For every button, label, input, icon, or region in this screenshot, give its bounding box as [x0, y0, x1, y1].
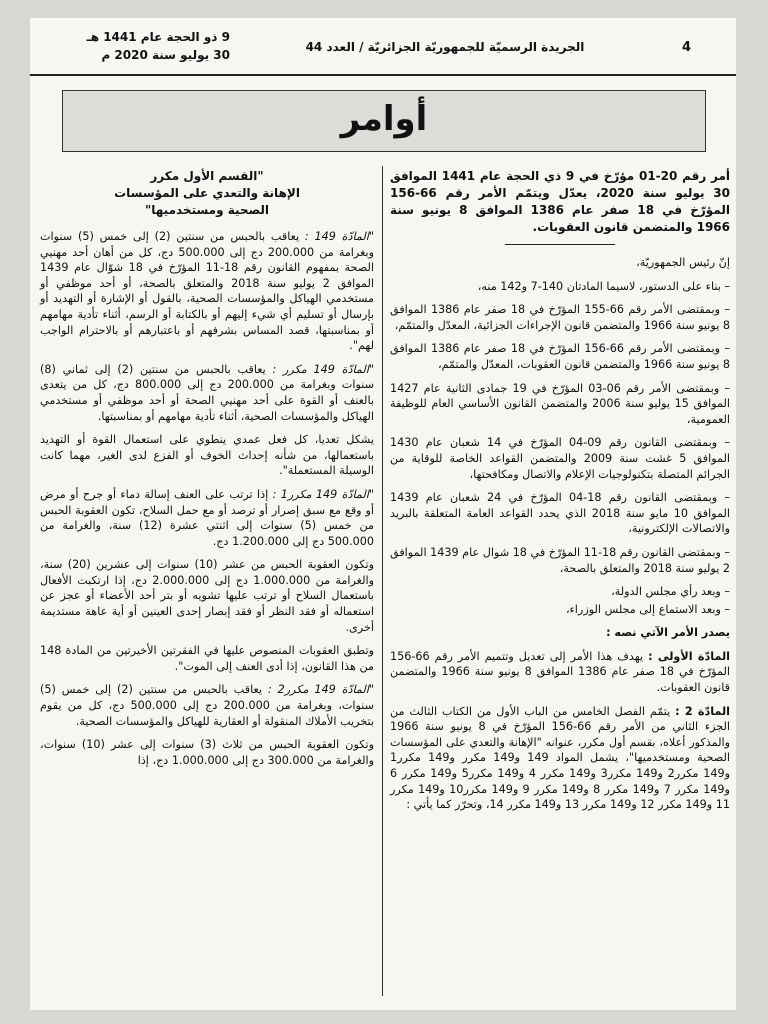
- date-hijri: 9 ذو الحجة عام 1441 هـ: [86, 30, 230, 44]
- order-title: أمر رقم 20-01 مؤرّخ في 9 ذي الحجة عام 1441 الموافق 30 يوليو سنة 2020، يعدّل ويتمّم الأمر رقم 66-156 المؤرّخ في 18 صفر عام 1386 الموافق 8 يونيو سنة 1966 والمتضمن قانون العقوبات.: [390, 169, 731, 234]
- visa-4: – وبمقتضى الأمر رقم 06-03 المؤرّخ في 19 جمادى الثانية عام 1427 الموافق 15 يوليو سنة 2006 والمتضمن القانون الأساسي العام للوظيفة العمومية،: [390, 381, 730, 426]
- visa-6: – وبمقتضى القانون رقم 18-04 المؤرّخ في 24 شعبان عام 1439 الموافق 10 مايو سنة 2018 الذي يحدد القواعد العامة المتعلقة بالبريد والاتصالات الإلكترونية،: [390, 491, 731, 536]
- journal-title: الجريدة الرسميّة للجمهوريّة الجزائريّة / العدد 44: [305, 40, 585, 54]
- visa-1: – بناء على الدستور، لاسيما المادتان 140-7 و142 منه،: [477, 279, 730, 293]
- promulgation-line: يصدر الأمر الآتي نصه :: [606, 626, 730, 640]
- article-149-bis-label: "المادّة 149 مكرر :: [272, 362, 374, 376]
- article-149-bis1-para2: وتكون العقوبة الحبس من عشر (10) سنوات إلى عشرين (20) سنة، والغرامة من 1.000.000 دج إلى 2.000.000 دج، إذا ارتكبت الأفعال باستعمال السلاح أو ترتب عليها تشويه أو بتر أحد الأعضاء أو عجز عن استعماله أو فقد النظر أو فقد إبصار إحدى العينين أو أية عاهة مستديمة أخرى.: [40, 558, 374, 634]
- title-rule: [505, 244, 615, 245]
- section-title: أوامر: [340, 99, 428, 139]
- issue-date: [40, 28, 230, 64]
- date-gregorian: 30 يوليو سنة 2020 م: [101, 48, 230, 62]
- article-149-bis1: [40, 487, 374, 549]
- visa-7: – وبمقتضى القانون رقم 18-11 المؤرّخ في 18 شوال عام 1439 الموافق 2 يوليو سنة 2018 والمتعلق بالصحة،: [390, 545, 730, 575]
- page-header: [30, 18, 736, 76]
- page-number: 4: [682, 40, 692, 55]
- article-149-bis2: [40, 682, 374, 729]
- article-149-bis2-label: "المادّة 149 مكرر2 :: [267, 683, 375, 697]
- article-2-text: يتمّم الفصل الخامس من الباب الأول من الكتاب الثالث من الجزء الثاني من الأمر رقم 66-156 المؤرّخ في 8 يونيو سنة 1966 والمذكور أعلاه، بقسم أول مكرر، عنوانه "الإهانة والتعدي على المؤسسات الصحية ومستخدميها"، يشمل المواد 149 و149 مكرر و149 مكرر1 و149 مكرر2 و149 مكرر3 و149 مكرر 4 و149 مكرر5 و149 مكرر 6 و149 مكرر 7 و149 مكرر 8 و149 مكرر 9 و149 مكرر10 و149 مكرر 11 و149 مكرر 12 و149 مكرر 13 و149 مكرر 14، وتحرّر كما يأتي :: [390, 704, 730, 812]
- article-149-bis2-text: يعاقب بالحبس من سنتين (2) إلى خمس (5) سنوات، وبغرامة من 200.000 دج إلى 500.000 دج، كل من يقوم بتخريب الأملاك المنقولة أو العقارية للهياكل والمؤسسات الصحية.: [40, 683, 375, 728]
- section-heading-line3: الصحية ومستخدميها": [144, 203, 270, 217]
- article-1-label: المادّة الأولى :: [648, 649, 730, 663]
- left-column: [40, 168, 374, 776]
- article-149: [40, 229, 374, 354]
- president-line: إنّ رئيس الجمهوريّة،: [636, 256, 730, 269]
- article-149-bis1-para3: وتطبق العقوبات المنصوص عليها في الفقرتين الأخيرتين من المادة 148 من هذا القانون، إذا أدى العنف إلى الموت".: [40, 644, 374, 673]
- section-heading: [40, 168, 374, 219]
- article-149-bis1-text: إذا ترتب على العنف إسالة دماء أو جرح أو مرض أو وقع مع سبق إصرار أو ترصد أو مع حمل السلاح، تكون العقوبة الحبس من خمس (5) سنوات إلى اثنتي عشرة (12) سنة، والغرامة من 500.000 دج إلى 1.200.000 دج.: [40, 487, 374, 548]
- section-heading-line1: "القسم الأول مكرر: [150, 169, 264, 183]
- visa-2: – وبمقتضى الأمر رقم 66-155 المؤرّخ في 18 صفر عام 1386 الموافق 8 يونيو سنة 1966 والمتضمن قانون الإجراءات الجزائية، المعدّل والمتمّم،: [390, 303, 731, 332]
- article-149-bis-para2: يشكل تعديا، كل فعل عمدي ينطوي على استعمال القوة أو التهديد باستعمالها، من شأنه إحداث الخوف أو الفزع لدى الغير، مهما كانت الوسيلة المستعملة".: [40, 433, 374, 478]
- article-2-label: المادّة 2 :: [675, 704, 731, 718]
- visa-5: – وبمقتضى القانون رقم 09-04 المؤرّخ في 14 شعبان عام 1430 الموافق 5 غشت سنة 2009 والمتضمن القواعد الخاصة للوقاية من الجرائم المتصلة بتكنولوجيات الإعلام والاتصال ومكافحتها،: [390, 436, 731, 481]
- right-column: [390, 168, 730, 821]
- article-149-bis2-para2: وتكون العقوبة الحبس من ثلاث (3) سنوات إلى عشر (10) سنوات، والغرامة من 300.000 دج إلى 1.000.000 دج، إذا: [40, 738, 374, 767]
- visa-9: – وبعد الاستماع إلى مجلس الوزراء،: [565, 602, 730, 616]
- article-149-bis: [40, 362, 374, 424]
- article-1: [390, 649, 730, 696]
- article-149-text: يعاقب بالحبس من سنتين (2) إلى خمس (5) سنوات وبغرامة من 200.000 دج إلى 500.000 دج، كل من أهان أحد مهنيي الصحة بمفهوم القانون رقم 18-11 المؤرّخ في 18 شوّال عام 1439 الموافق 2 يوليو سنة 2018 والمتعلق بالصحة، أو أحد موظفي أو مستخدمي الهياكل والمؤسسات الصحية، بالقول أو الإشارة أو التهديد أو بإرسال أو تسليم أي شيء إليهم أو بالكتابة أو الرسم، أثناء تأدية مهامهم أو بمناسبتها، قصد المساس بشرفهم أو باعتبارهم أو بالاحترام الواجب لهم".: [40, 230, 375, 353]
- visa-3: – وبمقتضى الأمر رقم 66-156 المؤرّخ في 18 صفر عام 1386 الموافق 8 يونيو سنة 1966 والمتضمن قانون العقوبات، المعدّل والمتمّم،: [390, 342, 731, 371]
- section-heading-line2: الإهانة والتعدي على المؤسسات: [114, 186, 300, 200]
- article-149-bis-text: يعاقب بالحبس من سنتين (2) إلى ثماني (8) سنوات وبغرامة من 200.000 دج إلى 800.000 دج، كل من يتعدى بالعنف أو القوة على أحد مهنيي الصحة أو أحد موظفي أو مستخدمي الهياكل والمؤسسات الصحية، أثناء تأدية مهامهم أو بمناسبتها.: [40, 362, 374, 423]
- article-1-text: يهدف هذا الأمر إلى تعديل وتتميم الأمر رقم 66-156 المؤرّخ في 18 صفر عام 1386 الموافق 8 يونيو سنة 1966 والمتضمن قانون العقوبات.: [390, 649, 730, 695]
- article-2: [390, 704, 730, 813]
- visa-8: – وبعد رأي مجلس الدولة،: [611, 585, 730, 599]
- section-title-box: [62, 90, 706, 152]
- article-149-bis1-label: "المادّة 149 مكرر1 :: [272, 487, 374, 501]
- article-149-label: "المادّة 149 :: [304, 230, 374, 243]
- column-divider: [382, 166, 383, 996]
- gazette-page: [30, 18, 736, 1010]
